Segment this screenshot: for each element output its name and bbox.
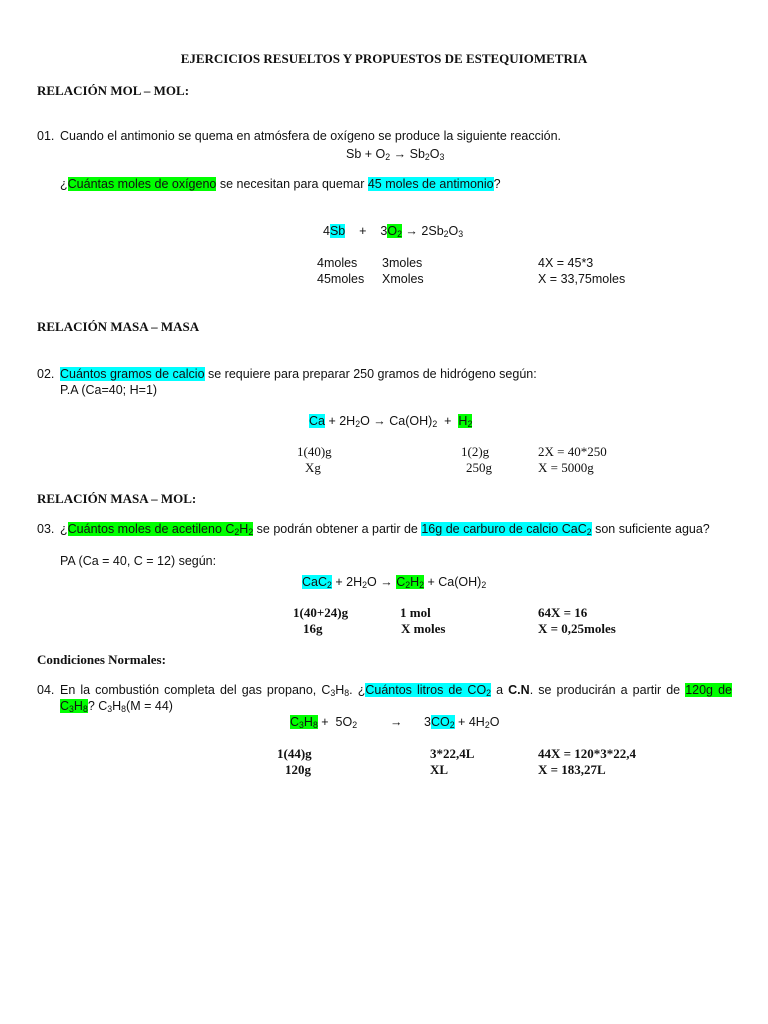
document-title: EJERCICIOS RESUELTOS Y PROPUESTOS DE ESTEQUIOMETRIA [180,51,588,66]
ex4-row2-col2: XL [430,762,449,777]
exercise-1-question: ¿Cuántas moles de oxígeno se necesitan para quemar 45 moles de antimonio? [60,177,501,191]
exercise-3-number: 03. [37,522,55,536]
highlight-antimony-moles: 45 moles de antimonio [367,177,494,191]
highlight-propane-grams: 120g de $C_3H_8$ [60,683,732,715]
ex4-row2-col1: 120g [285,762,311,777]
ex4-row1-col1: 1(44)g [277,746,312,761]
ex3-row2-col1: 16g [303,621,323,636]
section-heading-masa-masa: RELACIÓN MASA – MASA [37,319,200,334]
highlight-acetylene-moles: Cuántos moles de acetileno $C_2H_2$ [67,522,254,538]
ex4-row1-col3: 44X = 120*3*22,4 [538,746,637,761]
exercise-2-reaction: $Ca + 2H_2O \to Ca(OH)_2 + H_2$ [309,414,473,430]
exercise-4-reaction-left: $C_3H_8 + 5O_2$ [290,715,358,731]
ex2-row2-col2: 250g [466,460,492,475]
exercise-3-reaction: $CaC_2 + 2H_2O \to C_2H_2 + Ca(OH)_2$ [302,575,487,591]
ex2-row1-col3: 2X = 40*250 [538,444,607,459]
section-heading-masa-mol: RELACIÓN MASA – MOL: [37,491,197,506]
exercise-4-reaction-arrow: → [390,715,403,729]
ex1-row2-col3: X = 33,75moles [538,272,626,286]
exercise-3-question: ¿Cuántos moles de acetileno $C_2H_2$ se podrán obtener a partir de 16g de carburo de calcio CaC$_2$ son suficiente agua? [60,522,710,538]
ex3-row1-col3: 64X = 16 [538,605,588,620]
ex4-row1-col2: 3*22,4L [430,746,475,761]
ex2-row1-col2: 1(2)g [461,444,490,459]
highlight-oxygen-moles: Cuántas moles de oxígeno [67,177,217,191]
section-heading-condiciones-normales: Condiciones Normales: [37,652,166,667]
exercise-1-equation: $Sb + O_2 \to Sb_2O_3$ [346,147,445,163]
ex4-row2-col3: X = 183,27L [538,762,606,777]
ex3-row1-col1: 1(40+24)g [293,605,349,620]
ex1-row1-col3: 4X = 45*3 [538,256,594,270]
exercise-4-question: En la combustión completa del gas propano, $C_3H_8$. ¿Cuántos litros de $CO_2$ a C.N. se producirán a partir de 120g de $C_3H_8$? $C_3H_8(M = 44)$ [60,683,732,715]
ex2-row2-col3: X = 5000g [538,460,594,475]
ex3-row2-col3: X = 0,25moles [538,621,616,636]
ex2-row2-col1: Xg [305,460,321,475]
ex2-row1-col1: 1(40)g [297,444,332,459]
exercise-2-atomic-weights: P.A (Ca=40; H=1) [60,383,158,397]
exercise-2-number: 02. [37,367,55,381]
exercise-1-text: Cuando el antimonio se quema en atmósfera de oxígeno se produce la siguiente reacción. [60,129,562,143]
exercise-1-reaction: 4Sb + $3O_2 \to 2Sb_2O_3$ [323,224,464,240]
ex3-row2-col2: X moles [401,621,446,636]
exercise-2-question: Cuántos gramos de calcio se requiere para preparar 250 gramos de hidrógeno según: [60,367,537,381]
highlight-calcium-carbide-grams: 16g de carburo de calcio CaC$_2$ [421,522,592,538]
exercise-1-number: 01. [37,129,55,143]
section-heading-mol-mol: RELACIÓN MOL – MOL: [37,83,190,98]
ex1-row2-col1: 45moles [317,272,365,286]
ex3-row1-col2: 1 mol [400,605,431,620]
exercise-3-atomic-weights: PA (Ca = 40, C = 12) según: [60,554,217,568]
exercise-4-reaction-right: $3CO_2 + 4H_2O$ [424,715,500,731]
exercise-4-number: 04. [37,683,55,697]
ex1-row1-col1: 4moles [317,256,358,270]
highlight-calcium-grams: Cuántos gramos de calcio [60,367,205,381]
highlight-co2-liters: Cuántos litros de $CO_2$ [365,683,492,699]
ex1-row2-col2: Xmoles [382,272,424,286]
ex1-row1-col2: 3moles [382,256,423,270]
